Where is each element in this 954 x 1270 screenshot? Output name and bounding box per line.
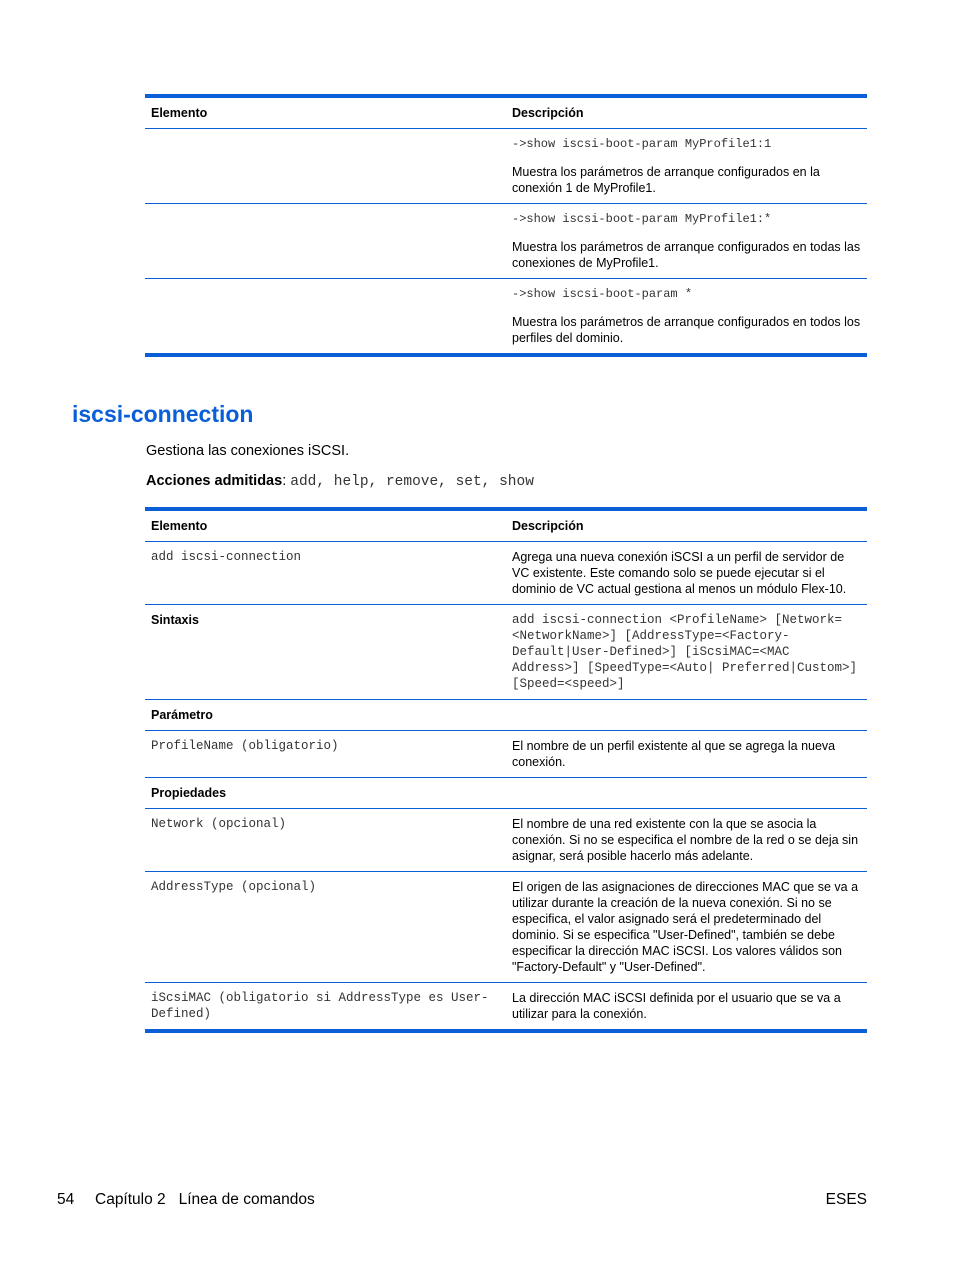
table-cell-description [506, 129, 867, 204]
description-cell: La dirección MAC iSCSI definida por el usuario que se va a utilizar para la conexión. [506, 983, 867, 1032]
table-row [145, 778, 867, 809]
table-row [145, 983, 867, 1032]
actions-separator: : [282, 473, 291, 489]
command-example: ->show iscsi-boot-param * [512, 287, 693, 301]
iscsi-connection-table [145, 507, 867, 1033]
syntax-cell: add iscsi-connection <ProfileName> [Network=<NetworkName>] [AddressType=<Factory-Default|User-Defined>] [iScsiMAC=<MAC Address>] [SpeedType=<Auto| Preferred|Custom>] [Speed=<speed>] [506, 605, 867, 700]
description-text: Muestra los parámetros de arranque configurados en todos los perfiles del dominio. [512, 315, 861, 345]
supported-actions [146, 473, 534, 490]
description-cell: Agrega una nueva conexión iSCSI a un perfil de servidor de VC existente. Este comando solo se puede ejecutar si el dominio de VC actual gestiona al menos un módulo Flex-10. [506, 542, 867, 605]
table-cell-description [506, 279, 867, 356]
table-cell-description [506, 204, 867, 279]
table-cell-empty [145, 204, 506, 279]
actions-value: add, help, remove, set, show [290, 474, 534, 490]
chapter-title: Capítulo 2 Línea de comandos [95, 1191, 315, 1208]
table-row [145, 731, 867, 778]
column-header-descripcion: Descripción [506, 509, 867, 542]
table-row [145, 279, 867, 356]
language-code: ESES [825, 1191, 867, 1208]
command-example: ->show iscsi-boot-param MyProfile1:1 [512, 137, 772, 151]
table-row [145, 542, 867, 605]
table-row [145, 204, 867, 279]
page-number: 54 [57, 1191, 75, 1208]
section-intro: Gestiona las conexiones iSCSI. [146, 443, 350, 459]
description-cell: El origen de las asignaciones de direcciones MAC que se va a utilizar durante la creación de la nueva conexión. Si no se especifica, el valor asignado será el predeterminado del dominio. Si se especifica "User-Defined", también se debe especificar la dirección MAC iSCSI. Los valores válidos son "Factory-Default" y "User-Defined". [506, 872, 867, 983]
element-cell: iScsiMAC (obligatorio si AddressType es User-Defined) [145, 983, 506, 1032]
table-row [145, 129, 867, 204]
table-cell-empty [145, 129, 506, 204]
column-header-elemento: Elemento [145, 96, 506, 129]
table-row [145, 605, 867, 700]
description-cell: El nombre de una red existente con la que se asocia la conexión. Si no se especifica el nombre de la red o se deja sin asignar, será posible hacerlo más adelante. [506, 809, 867, 872]
table-row [145, 809, 867, 872]
column-header-elemento: Elemento [145, 509, 506, 542]
actions-label: Acciones admitidas [146, 473, 283, 489]
section-title: iscsi-connection [72, 401, 254, 427]
command-example: ->show iscsi-boot-param MyProfile1:* [512, 212, 772, 226]
description-cell [506, 700, 867, 731]
element-cell: AddressType (opcional) [145, 872, 506, 983]
table-row [145, 700, 867, 731]
description-cell: El nombre de un perfil existente al que se agrega la nueva conexión. [506, 731, 867, 778]
description-cell [506, 778, 867, 809]
element-cell-heading: Sintaxis [145, 605, 506, 700]
table-cell-empty [145, 279, 506, 356]
boot-param-table [145, 94, 867, 357]
element-cell-heading: Propiedades [145, 778, 506, 809]
table-row [145, 872, 867, 983]
element-cell-heading: Parámetro [145, 700, 506, 731]
description-text: Muestra los parámetros de arranque configurados en todas las conexiones de MyProfile1. [512, 240, 861, 270]
table-header-row [145, 509, 867, 542]
description-text: Muestra los parámetros de arranque configurados en la conexión 1 de MyProfile1. [512, 165, 820, 195]
element-cell: add iscsi-connection [145, 542, 506, 605]
element-cell: ProfileName (obligatorio) [145, 731, 506, 778]
column-header-descripcion: Descripción [506, 96, 867, 129]
element-cell: Network (opcional) [145, 809, 506, 872]
table-header-row [145, 96, 867, 129]
